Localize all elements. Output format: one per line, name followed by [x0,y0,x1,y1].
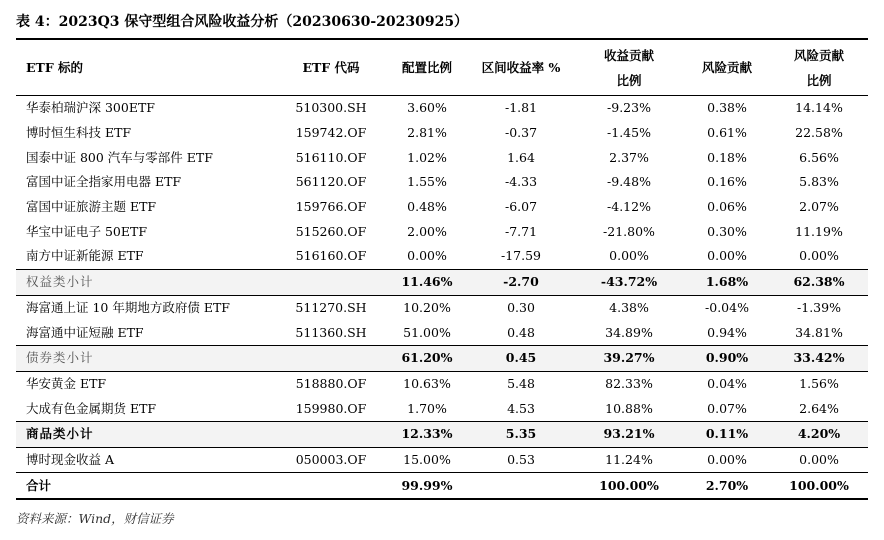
allocation-cell: 15.00% [403,451,451,467]
header-row [16,40,868,96]
risk-contribution-ratio-cell: 62.38% [770,269,868,295]
risk-contribution-cell: 0.90% [684,345,770,371]
table-row [16,371,868,396]
risk-contribution-ratio-cell: 33.42% [770,345,868,371]
etf-name-cell: 华宝中证电子 50ETF [26,223,148,239]
etf-name-cell: 南方中证新能源 ETF [26,248,144,264]
allocation-cell: 2.81% [407,125,447,141]
period-return-cell: 5.48 [507,375,535,391]
allocation-cell: 61.20% [386,345,468,371]
risk-contribution-cell: 0.16% [707,174,747,190]
total-row [16,473,868,498]
risk-contribution-ratio-cell: -1.39% [797,299,841,315]
risk-contribution-ratio-cell: 14.14% [795,100,843,116]
subtotal-row [16,269,868,295]
risk-contribution-cell: 2.70% [684,473,770,498]
return-contribution-cell: -1.45% [607,125,651,141]
etf-name-cell: 商品类小计 [16,421,276,447]
period-return-cell: 0.45 [468,345,574,371]
allocation-cell: 99.99% [386,473,468,498]
source-note: 资料来源：Wind，财信证券 [16,511,174,526]
etf-code-cell: 516110.OF [295,149,367,165]
risk-contribution-cell: 0.18% [707,149,747,165]
etf-name-cell: 富国中证全指家用电器 ETF [26,174,182,190]
etf-code-cell: 561120.OF [295,174,367,190]
etf-name-cell: 博时恒生科技 ETF [26,125,132,141]
period-return-cell: -2.70 [468,269,574,295]
etf-code-cell: 510300.SH [295,100,367,116]
risk-contribution-cell: 0.06% [707,199,747,215]
risk-contribution-ratio-cell: 100.00% [770,473,868,498]
risk-contribution-cell: 0.04% [707,375,747,391]
etf-name-cell: 博时现金收益 A [26,451,115,467]
return-contribution-cell: 82.33% [605,375,653,391]
risk-contribution-cell: 0.61% [707,125,747,141]
period-return-cell: -7.71 [504,223,538,239]
etf-name-cell: 富国中证旅游主题 ETF [26,199,157,215]
return-contribution-cell: 93.21% [574,421,684,447]
table-row [16,170,868,195]
header-return-contribution: 收益贡献 比例 [574,40,684,96]
period-return-cell: -1.81 [504,100,538,116]
risk-contribution-cell: 0.07% [707,400,747,416]
etf-code-cell: 050003.OF [295,451,367,467]
etf-code-cell [276,473,386,498]
return-contribution-cell: -43.72% [574,269,684,295]
risk-contribution-cell: 0.00% [707,248,747,264]
table-row [16,145,868,170]
allocation-cell: 12.33% [386,421,468,447]
allocation-cell: 3.60% [407,100,447,116]
allocation-cell: 1.02% [407,149,447,165]
allocation-cell: 0.48% [407,199,447,215]
etf-code-cell: 511360.SH [295,324,367,340]
table-row [16,396,868,421]
period-return-cell: -6.07 [504,199,538,215]
header-risk-contribution: 风险贡献 [684,40,770,96]
period-return-cell: 5.35 [468,421,574,447]
etf-code-cell: 516160.OF [295,248,367,264]
period-return-cell: 4.53 [507,400,535,416]
period-return-cell: -0.37 [504,125,538,141]
risk-contribution-ratio-cell: 34.81% [795,324,843,340]
risk-contribution-ratio-cell: 5.83% [799,174,839,190]
period-return-cell: 0.48 [507,324,535,340]
etf-name-cell: 国泰中证 800 汽车与零部件 ETF [26,149,213,165]
allocation-cell: 2.00% [407,223,447,239]
subtotal-row [16,421,868,447]
header-etf-code: ETF 代码 [276,40,386,96]
return-contribution-cell: -9.23% [607,100,651,116]
etf-code-cell: 159980.OF [295,400,367,416]
return-contribution-cell: 0.00% [609,248,649,264]
period-return-cell: -4.33 [504,174,538,190]
return-contribution-cell: 2.37% [609,149,649,165]
risk-contribution-cell: 0.94% [707,324,747,340]
return-contribution-cell: 34.89% [605,324,653,340]
period-return-cell: 1.64 [507,149,535,165]
table-row [16,295,868,320]
etf-code-cell: 515260.OF [295,223,367,239]
allocation-cell: 11.46% [386,269,468,295]
risk-contribution-cell: 0.11% [684,421,770,447]
etf-code-cell [276,269,386,295]
return-contribution-cell: 11.24% [605,451,653,467]
allocation-cell: 0.00% [407,248,447,264]
risk-contribution-cell: 1.68% [684,269,770,295]
risk-contribution-ratio-cell: 2.07% [799,199,839,215]
etf-name-cell: 债券类小计 [16,345,276,371]
header-risk-contribution-ratio: 风险贡献 比例 [770,40,868,96]
risk-return-table [16,38,868,500]
return-contribution-cell: 39.27% [574,345,684,371]
header-allocation: 配置比例 [386,40,468,96]
table-row [16,219,868,244]
etf-code-cell: 518880.OF [295,375,367,391]
table-row [16,447,868,473]
etf-code-cell: 159766.OF [295,199,367,215]
risk-contribution-ratio-cell: 1.56% [799,375,839,391]
etf-name-cell: 海富通上证 10 年期地方政府债 ETF [26,299,230,315]
allocation-cell: 1.55% [407,174,447,190]
table-row [16,96,868,121]
table-row [16,320,868,345]
risk-contribution-ratio-cell: 4.20% [770,421,868,447]
allocation-cell: 10.20% [403,299,451,315]
etf-name-cell: 合计 [16,473,276,498]
risk-contribution-cell: 0.00% [707,451,747,467]
allocation-cell: 10.63% [403,375,451,391]
etf-name-cell: 海富通中证短融 ETF [26,324,144,340]
table-title: 表 4：2023Q3 保守型组合风险收益分析（20230630-20230925） [16,14,469,30]
return-contribution-cell: -4.12% [607,199,651,215]
return-contribution-cell: 4.38% [609,299,649,315]
etf-code-cell [276,421,386,447]
risk-contribution-cell: -0.04% [705,299,749,315]
period-return-cell: 0.30 [507,299,535,315]
risk-contribution-cell: 0.30% [707,223,747,239]
table-row [16,195,868,220]
etf-name-cell: 权益类小计 [16,269,276,295]
subtotal-row [16,345,868,371]
risk-contribution-ratio-cell: 11.19% [795,223,843,239]
header-etf-name: ETF 标的 [16,40,276,96]
risk-contribution-ratio-cell: 2.64% [799,400,839,416]
risk-contribution-ratio-cell: 22.58% [795,125,843,141]
allocation-cell: 51.00% [403,324,451,340]
etf-name-cell: 大成有色金属期货 ETF [26,400,157,416]
period-return-cell: -17.59 [500,248,541,264]
etf-code-cell: 159742.OF [295,125,367,141]
return-contribution-cell: -9.48% [607,174,651,190]
table-row [16,244,868,269]
etf-name-cell: 华安黄金 ETF [26,375,107,391]
risk-contribution-ratio-cell: 0.00% [799,451,839,467]
return-contribution-cell: 100.00% [574,473,684,498]
etf-code-cell: 511270.SH [295,299,367,315]
return-contribution-cell: 10.88% [605,400,653,416]
risk-contribution-ratio-cell: 6.56% [799,149,839,165]
header-period-return: 区间收益率 % [468,40,574,96]
allocation-cell: 1.70% [407,400,447,416]
return-contribution-cell: -21.80% [603,223,655,239]
period-return-cell: 0.53 [507,451,535,467]
period-return-cell [468,473,574,498]
table-row [16,121,868,146]
etf-name-cell: 华泰柏瑞沪深 300ETF [26,100,155,116]
etf-code-cell [276,345,386,371]
risk-contribution-ratio-cell: 0.00% [799,248,839,264]
risk-contribution-cell: 0.38% [707,100,747,116]
